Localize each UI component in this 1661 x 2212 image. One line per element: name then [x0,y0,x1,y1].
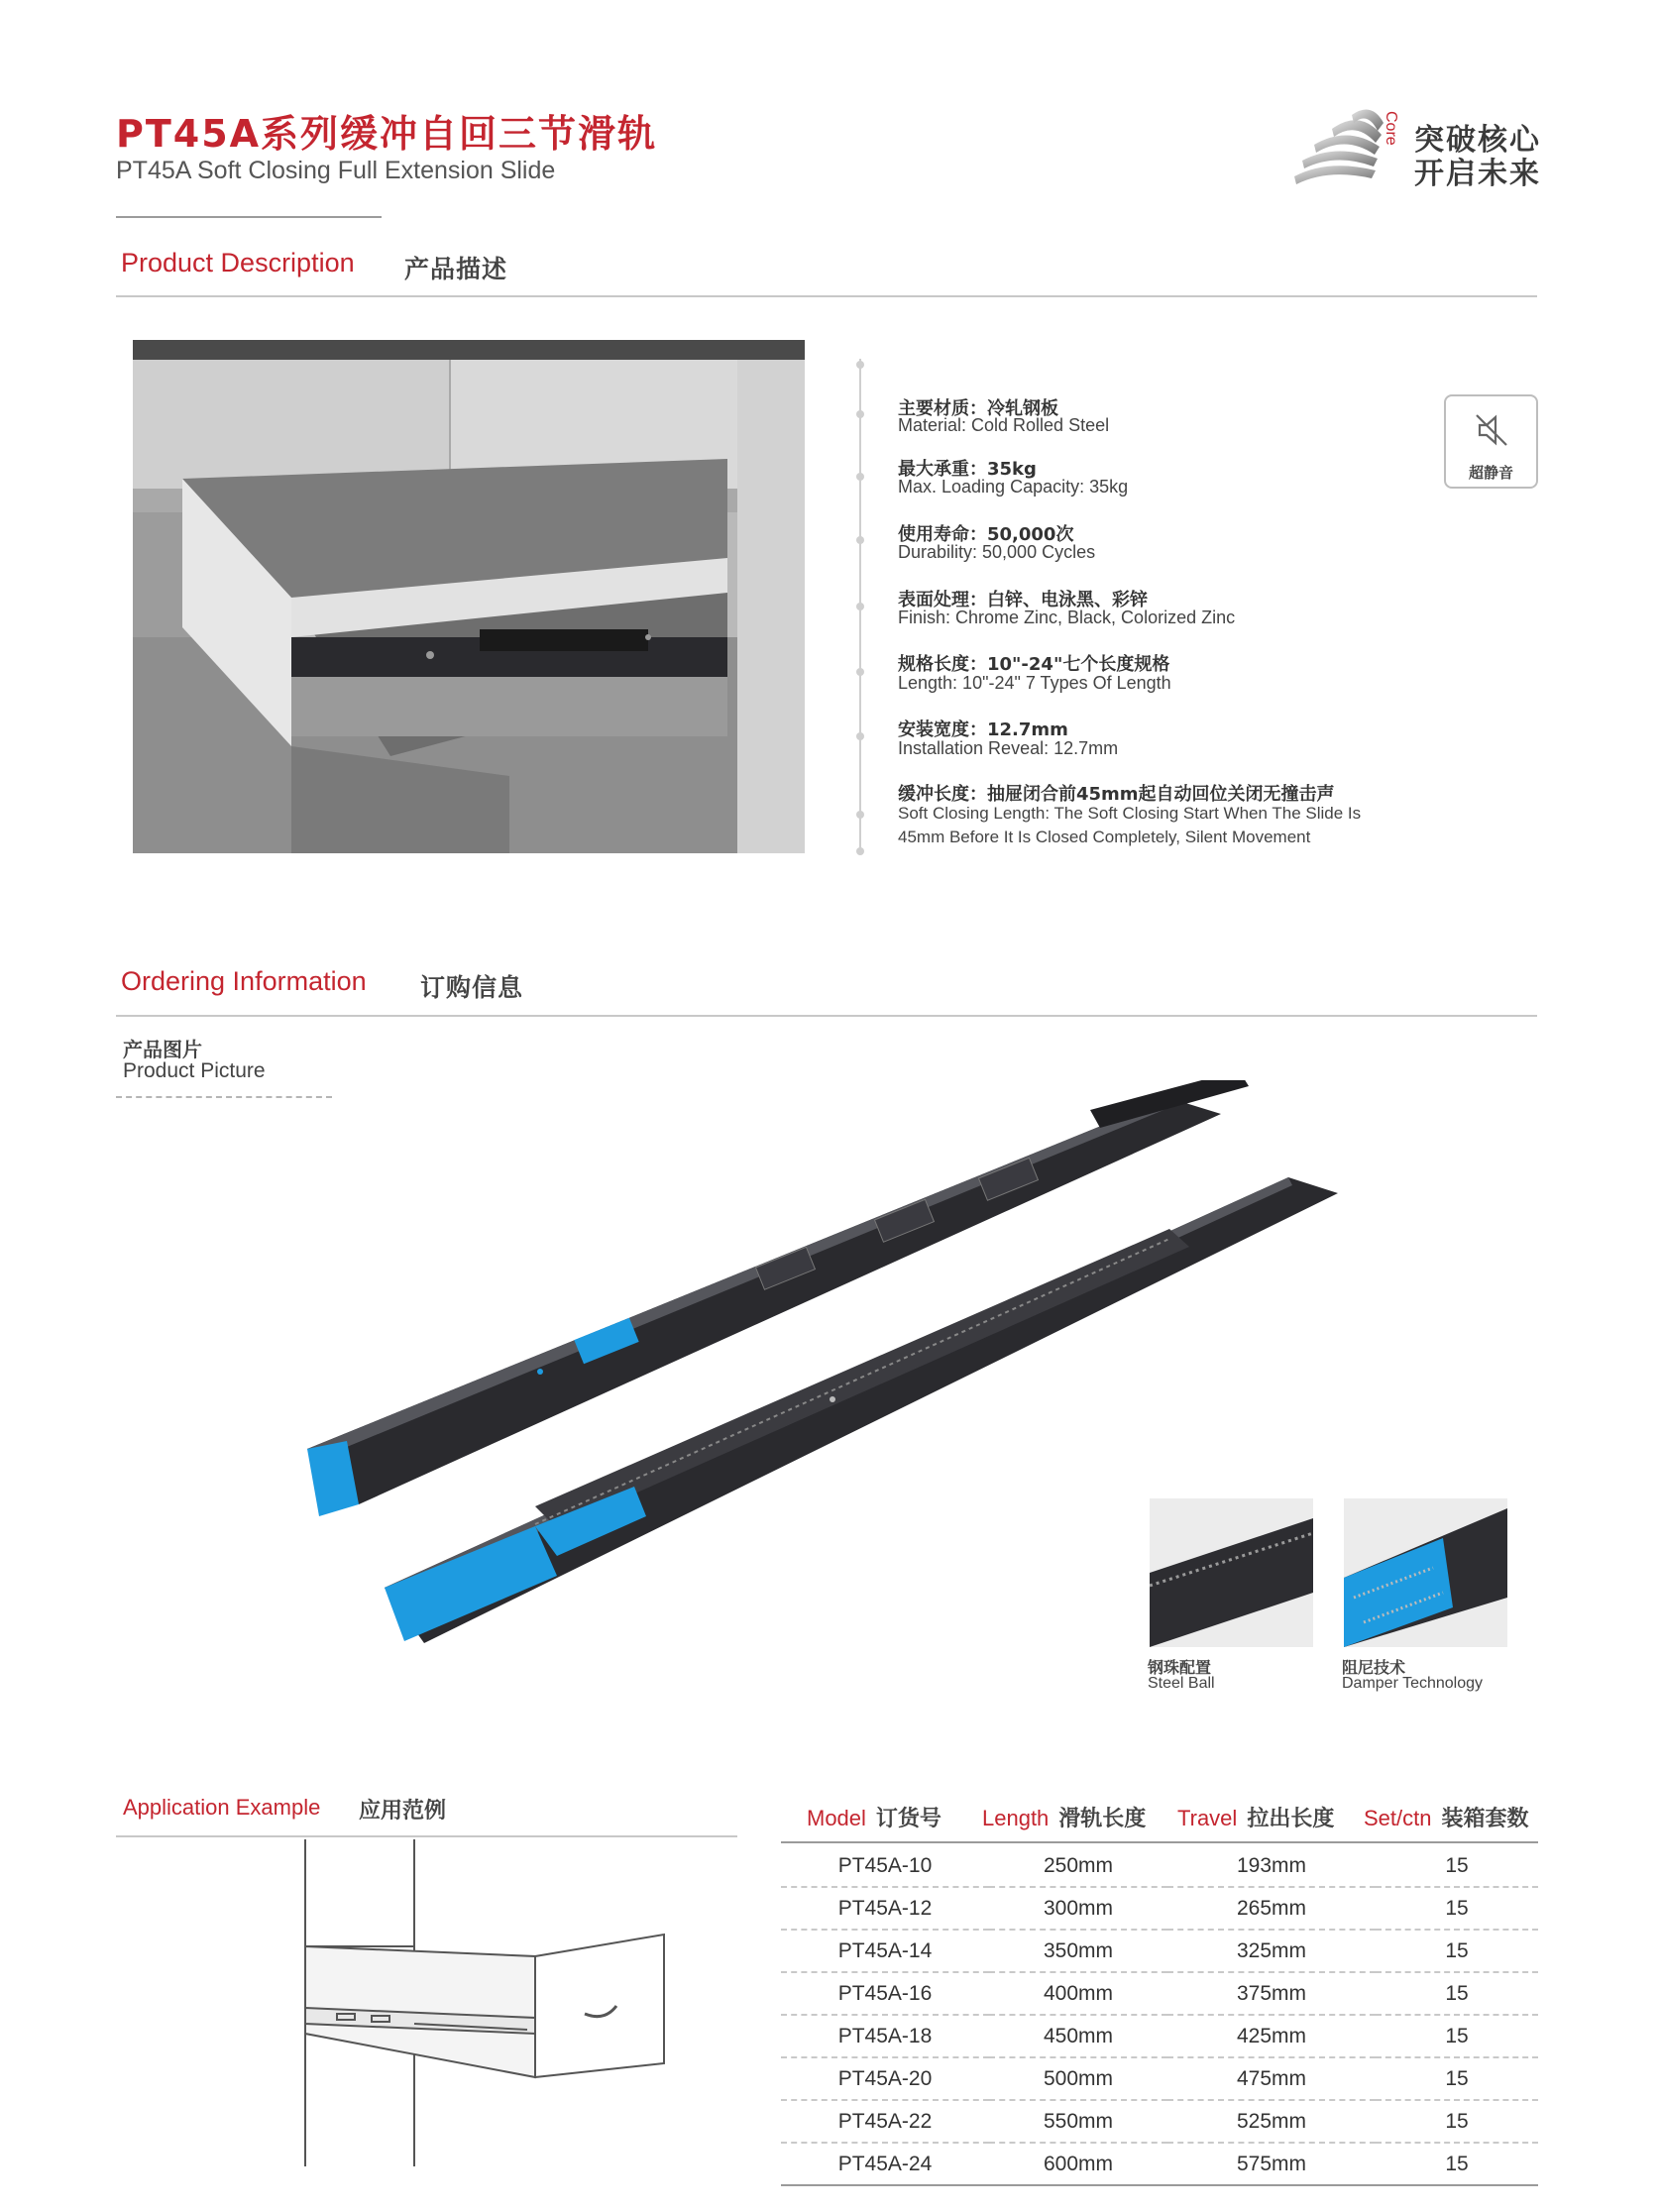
spec-capacity-en: Max. Loading Capacity: 35kg [898,477,1129,497]
table-header-divider [781,1841,1538,1843]
table-row [781,2015,1538,2057]
table-row [781,2057,1538,2100]
cell-setctn: 15 [1376,2100,1538,2143]
table-row [781,1845,1538,1887]
section-heading-application-en: Application Example [123,1795,321,1820]
spec-material-cn: 主要材质：冷轧钢板 [898,398,1058,419]
spec-reveal-en: Installation Reveal: 12.7mm [898,738,1119,758]
spec-softclose-en-line2: 45mm Before It Is Closed Completely, Silent Movement [898,828,1311,846]
cell-setctn: 15 [1376,1930,1538,1972]
cell-model: PT45A-14 [781,1930,989,1972]
logo-slogan-line2: 开启未来 [1414,157,1541,191]
cell-travel: 575mm [1167,2143,1376,2185]
title-divider [116,216,382,218]
spec-dot [856,811,864,819]
cell-setctn: 15 [1376,1887,1538,1930]
cell-setctn: 15 [1376,2015,1538,2057]
spec-dot [856,473,864,481]
cell-length: 600mm [989,2143,1167,2185]
logo-slogan-line1: 突破核心 [1414,123,1541,158]
cell-model: PT45A-16 [781,1972,989,2015]
thumb-steel-ball [1150,1498,1313,1647]
spec-dot [856,410,864,418]
spec-softclose-cn: 缓冲长度：抽屉闭合前45mm起自动回位关闭无撞击声 [898,784,1335,805]
section-divider [116,1015,1537,1017]
page-title-cn: PT45A系列缓冲自回三节滑轨 [116,112,658,156]
cell-model: PT45A-20 [781,2057,989,2100]
spec-dot [856,603,864,610]
table-header-travel: Travel 拉出长度 [1177,1806,1335,1831]
section-divider [116,295,1537,297]
section-heading-description-cn: 产品描述 [404,255,508,283]
thumb-damper [1344,1498,1507,1647]
cell-model: PT45A-10 [781,1845,989,1887]
cell-setctn: 15 [1376,2057,1538,2100]
spec-softclose-en-line1: Soft Closing Length: The Soft Closing Start When The Slide Is [898,804,1362,823]
table-row [781,1930,1538,1972]
spec-length-en: Length: 10"-24" 7 Types Of Length [898,673,1171,693]
table-row [781,1887,1538,1930]
table-header-setctn: Set/ctn 装箱套数 [1364,1806,1529,1831]
spec-dot [856,668,864,676]
spec-dot [856,361,864,369]
cell-travel: 325mm [1167,1930,1376,1972]
spec-durability-en: Durability: 50,000 Cycles [898,542,1096,562]
table-row [781,1972,1538,2015]
cell-model: PT45A-18 [781,2015,989,2057]
cell-travel: 193mm [1167,1845,1376,1887]
section-heading-description-en: Product Description [121,248,355,277]
cell-travel: 265mm [1167,1887,1376,1930]
spec-finish-en: Finish: Chrome Zinc, Black, Colorized Zinc [898,608,1236,627]
cell-length: 550mm [989,2100,1167,2143]
product-picture-label-cn: 产品图片 [123,1038,202,1061]
thumb-steel-ball-label-cn: 钢珠配置 [1148,1658,1212,1677]
product-photo-drawer [133,340,805,853]
spec-dot [856,847,864,855]
mute-speaker-icon [1472,410,1511,450]
cell-length: 300mm [989,1887,1167,1930]
spec-dot [856,732,864,740]
section-heading-ordering-en: Ordering Information [121,966,367,996]
table-row [781,2143,1538,2185]
application-drawing-cabinet [297,1839,684,2166]
spec-material-en: Material: Cold Rolled Steel [898,415,1110,435]
cell-model: PT45A-12 [781,1887,989,1930]
cell-travel: 425mm [1167,2015,1376,2057]
cell-setctn: 15 [1376,1972,1538,2015]
cell-setctn: 15 [1376,2143,1538,2185]
thumb-steel-ball-label-en: Steel Ball [1148,1675,1215,1692]
section-heading-application-cn: 应用范例 [359,1799,447,1824]
spec-dot [856,536,864,544]
cell-model: PT45A-22 [781,2100,989,2143]
table-row [781,2100,1538,2143]
logo-side-text: Core [1383,111,1399,146]
spec-length-cn: 规格长度：10"-24"七个长度规格 [898,654,1170,675]
section-heading-ordering-cn: 订购信息 [420,973,524,1002]
table-header-length: Length 滑轨长度 [982,1806,1147,1831]
cell-length: 400mm [989,1972,1167,2015]
cell-length: 250mm [989,1845,1167,1887]
cell-travel: 375mm [1167,1972,1376,2015]
cell-length: 500mm [989,2057,1167,2100]
cell-model: PT45A-24 [781,2143,989,2185]
page-title-en: PT45A Soft Closing Full Extension Slide [116,157,556,184]
spec-durability-cn: 使用寿命：50,000次 [898,524,1074,545]
table-header-model: Model 订货号 [807,1806,941,1831]
spec-finish-cn: 表面处理：白锌、电泳黑、彩锌 [898,590,1148,610]
silent-badge-label: 超静音 [1468,464,1513,482]
spec-reveal-cn: 安装宽度：12.7mm [898,719,1068,740]
cell-travel: 525mm [1167,2100,1376,2143]
thumb-damper-label-en: Damper Technology [1342,1675,1484,1692]
cell-travel: 475mm [1167,2057,1376,2100]
cell-length: 350mm [989,1930,1167,1972]
cell-length: 450mm [989,2015,1167,2057]
cell-setctn: 15 [1376,1845,1538,1887]
section-divider [116,1835,737,1837]
product-picture-label-en: Product Picture [123,1059,266,1082]
thumb-damper-label-cn: 阻尼技术 [1342,1658,1406,1677]
ordering-table [781,1845,1538,2186]
spec-capacity-cn: 最大承重：35kg [898,459,1037,480]
